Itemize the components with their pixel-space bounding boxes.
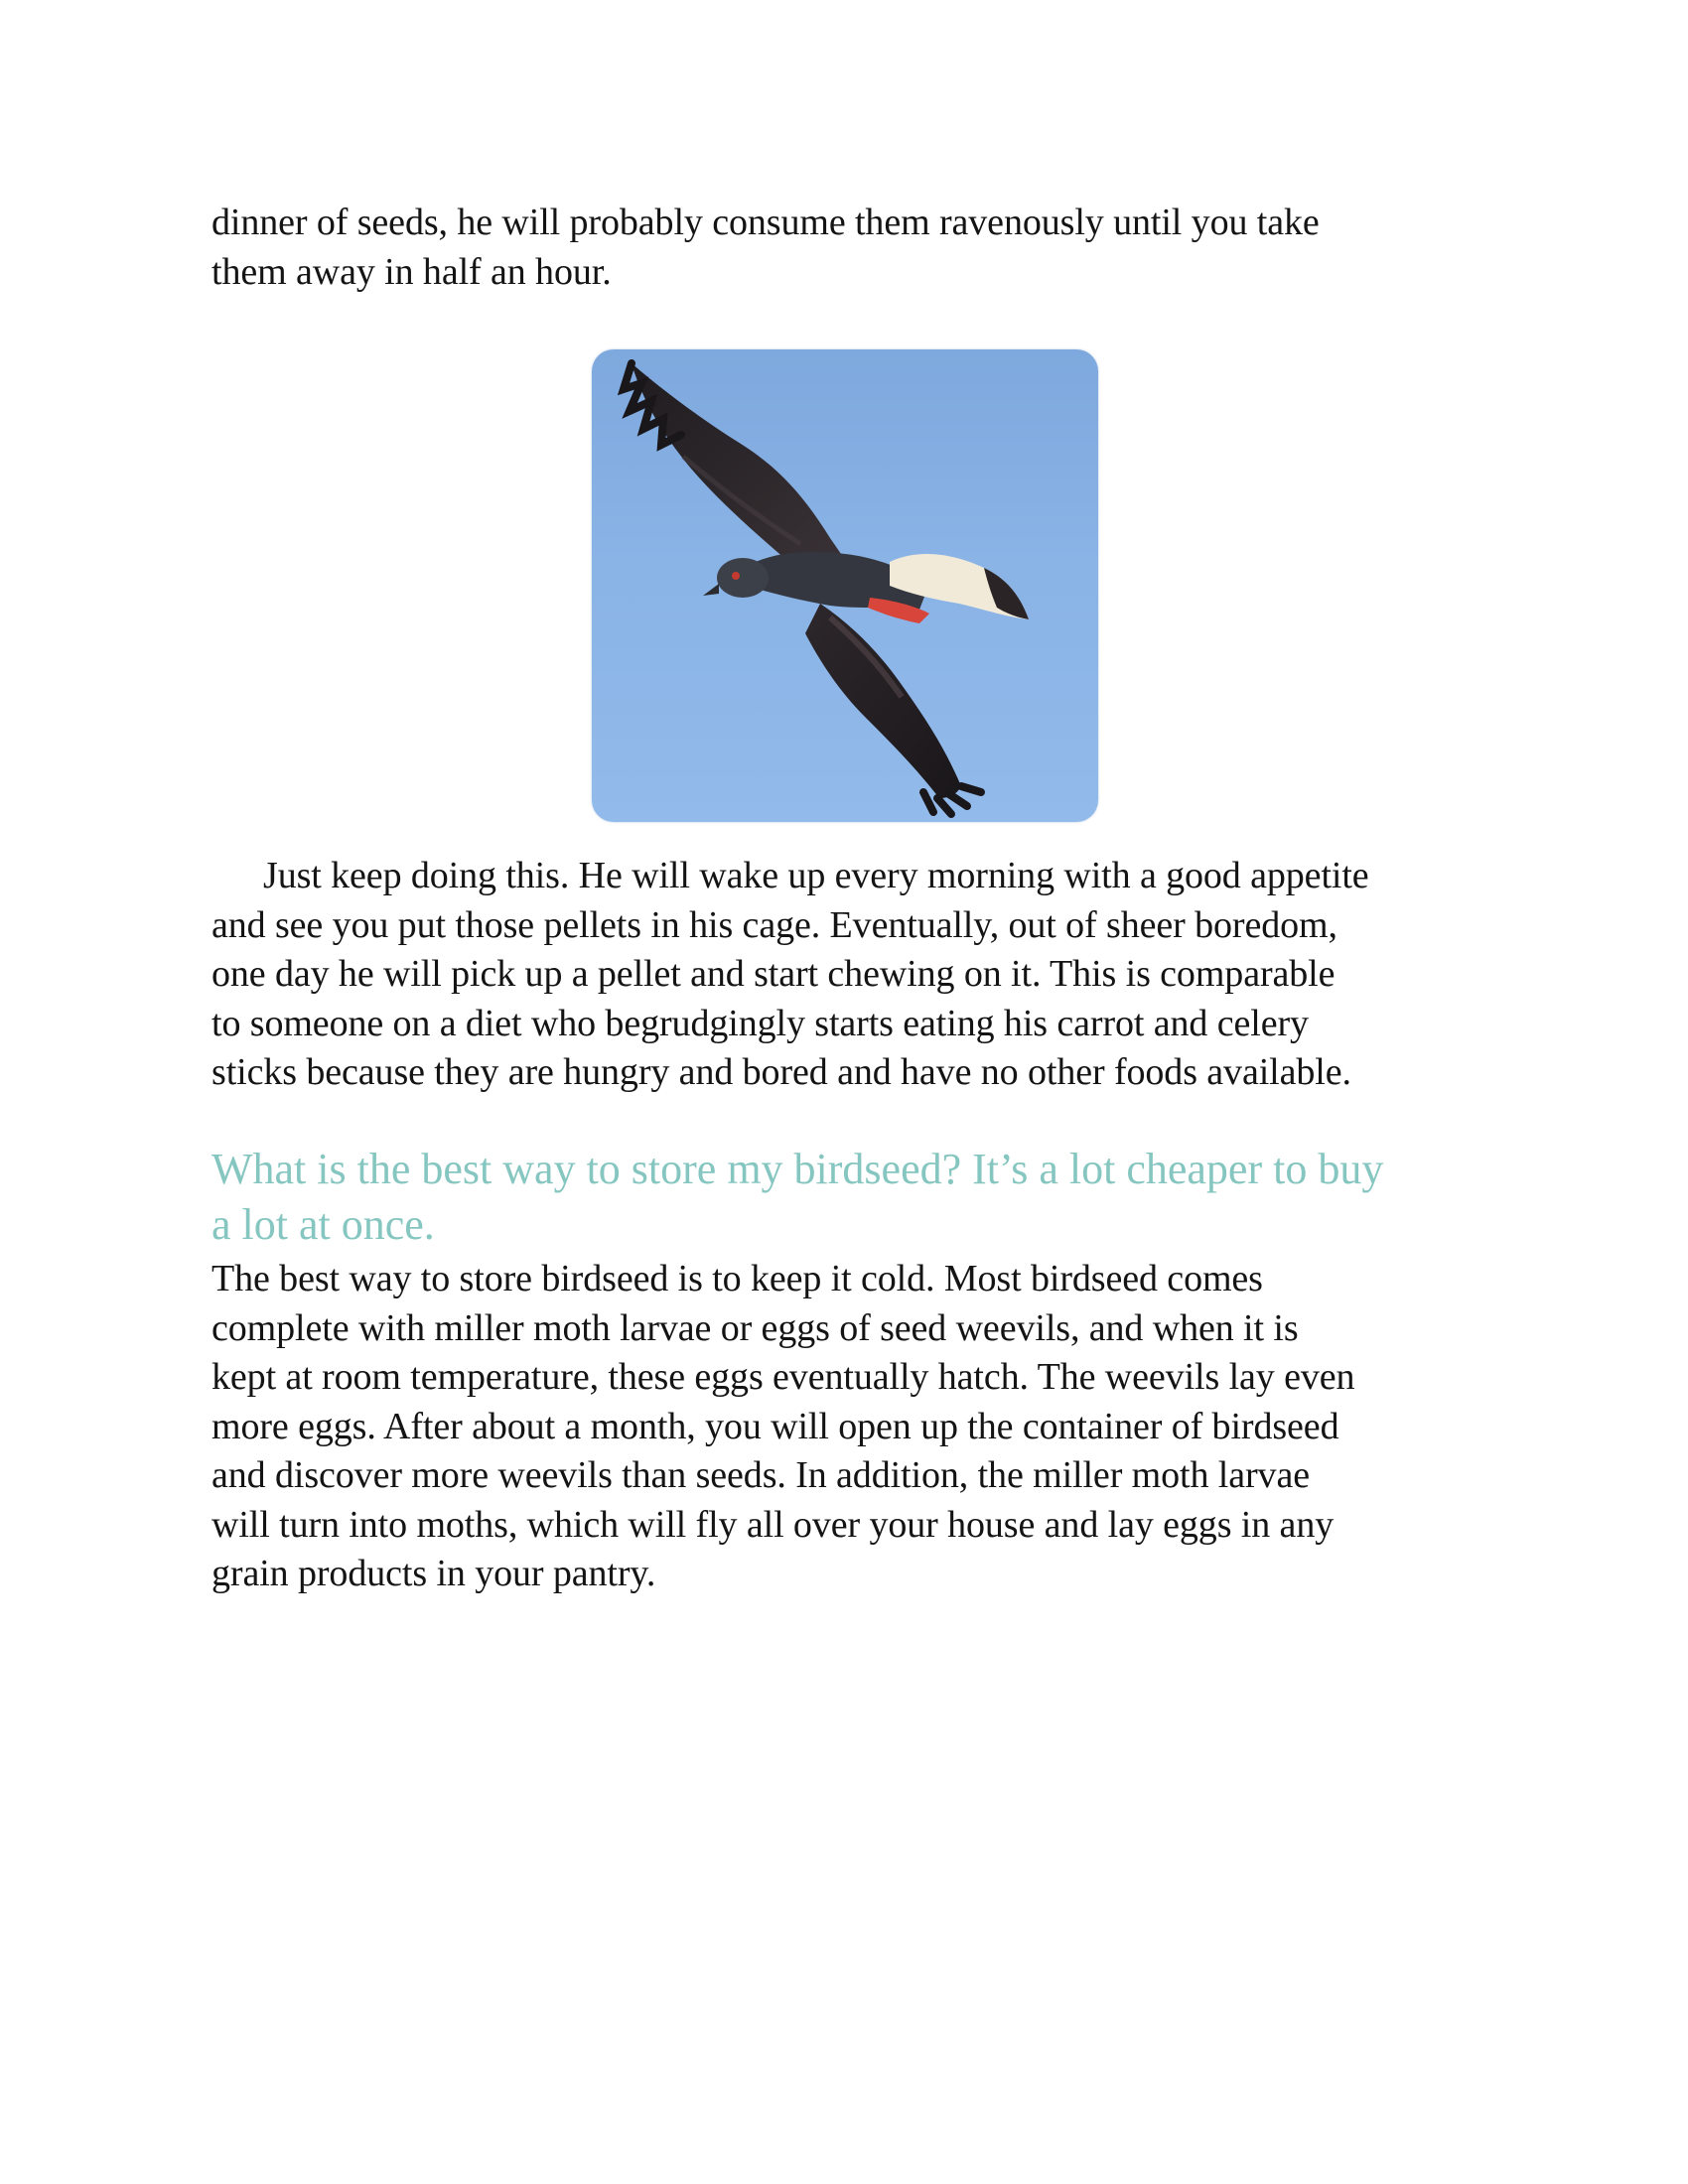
text-line: to someone on a diet who begrudgingly starts eating his carrot and celery: [211, 1002, 1309, 1044]
paragraph-store-birdseed: [211, 1255, 1354, 1599]
text-line: dinner of seeds, he will probably consume them ravenously until you take: [211, 202, 1320, 243]
hawk-in-flight-icon: [592, 349, 1098, 822]
text-line: complete with miller moth larvae or eggs of seed weevils, and when it is: [211, 1306, 1299, 1349]
text-line: and see you put those pellets in his cage. Eventually, out of sheer boredom,: [211, 903, 1337, 946]
paragraph-just-keep-doing-this: [211, 852, 1369, 1098]
text-line: will turn into moths, which will fly all over your house and lay eggs in any: [211, 1503, 1335, 1546]
heading-line: a lot at once.: [211, 1200, 435, 1249]
text-line: grain products in your pantry.: [211, 1553, 656, 1594]
text-line: sticks because they are hungry and bored and have no other foods available.: [211, 1051, 1351, 1093]
text-line: more eggs. After about a month, you will open up the container of birdseed: [211, 1405, 1339, 1447]
text-line: The best way to store birdseed is to keep it cold. Most birdseed comes: [211, 1258, 1263, 1299]
text-line: Just keep doing this. He will wake up every morning with a good appetite: [263, 855, 1369, 896]
section-heading: [211, 1142, 1383, 1253]
paragraph-continued: [211, 199, 1320, 297]
text-line: one day he will pick up a pellet and start chewing on it. This is comparable: [211, 953, 1336, 995]
text-line: kept at room temperature, these eggs eventually hatch. The weevils lay even: [211, 1356, 1355, 1398]
text-line: them away in half an hour.: [211, 250, 612, 293]
text-line: and discover more weevils than seeds. In addition, the miller moth larvae: [211, 1454, 1310, 1496]
heading-line: What is the best way to store my birdseed? It’s a lot cheaper to buy: [211, 1145, 1384, 1193]
hawk-photo: [592, 349, 1098, 822]
